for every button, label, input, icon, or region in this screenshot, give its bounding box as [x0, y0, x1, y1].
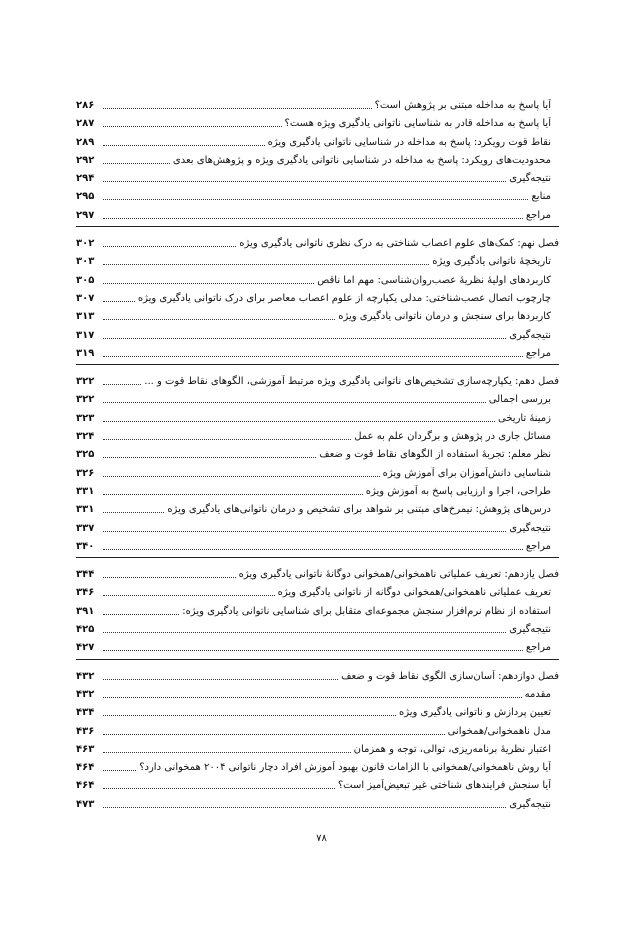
toc-entry-title: کاربردها برای سنجش و درمان ناتوانی یادگیری ویژه: [338, 311, 551, 323]
toc-entry-title: نتیجه‌گیری: [509, 173, 551, 185]
toc-entry-title: نتیجه‌گیری: [509, 329, 551, 341]
page-number: ۷۸: [316, 833, 327, 844]
toc-page-number: ۳۲۴: [76, 431, 95, 443]
dot-leader: [103, 631, 506, 633]
toc-entry-title: تاریخچهٔ ناتوانی یادگیری ویژه: [432, 256, 551, 268]
toc-entry[interactable]: [76, 583, 559, 601]
toc-entry-title: کاربردهای اولیهٔ نظریهٔ عصب‌روان‌شناسی: مهم اما ناقص: [317, 274, 551, 286]
toc-entry-title: مراجع: [525, 347, 551, 359]
toc-group: [76, 226, 559, 362]
dot-leader: [103, 383, 141, 385]
dot-leader: [103, 263, 429, 265]
toc-entry-title: آیا پاسخ به مداخله قادر به شناسایی ناتوانی یادگیری ویژه هست؟: [284, 118, 551, 130]
toc-page-number: ۳۰۵: [76, 274, 95, 286]
dot-leader: [103, 696, 522, 698]
toc-entry-title: بررسی اجمالی: [488, 394, 551, 406]
dot-leader: [103, 806, 506, 808]
toc-entry[interactable]: [76, 96, 559, 114]
dot-leader: [103, 337, 506, 339]
dot-leader: [103, 245, 236, 247]
dot-leader: [103, 125, 282, 127]
toc-entry-title: نتیجه‌گیری: [509, 798, 551, 810]
toc-page-number: ۴۶۴: [76, 762, 95, 774]
dot-leader: [103, 769, 136, 771]
toc-entry[interactable]: [76, 289, 559, 307]
toc-page-number: ۳۲۲: [76, 394, 95, 406]
toc-entry[interactable]: [76, 620, 559, 638]
toc-page-number: ۴۶۳: [76, 743, 95, 755]
toc-entry-title: منابع: [531, 191, 551, 203]
toc-page-number: ۳۹۱: [76, 605, 95, 617]
toc-page-number: ۲۸۶: [76, 100, 95, 111]
toc-page-number: ۲۸۷: [76, 118, 95, 130]
section-divider: [76, 659, 559, 667]
toc-entry[interactable]: [76, 252, 559, 270]
toc-page-number: ۴۳۶: [76, 725, 95, 737]
toc-page-number: ۴۳۲: [76, 670, 95, 682]
toc-entry[interactable]: [76, 307, 559, 325]
toc-entry[interactable]: [76, 409, 559, 427]
toc-entry-title: فصل یازدهم: تعریف عملیاتی ناهمخوانی/همخوانی دوگانهٔ ناتوانی یادگیری ویژه: [238, 569, 559, 581]
toc-chapter-heading[interactable]: [76, 565, 559, 583]
dot-leader: [103, 594, 275, 596]
toc-entry[interactable]: [76, 740, 559, 758]
toc-entry[interactable]: [76, 519, 559, 537]
toc-entry-title: مسائل جاری در پژوهش و برگردان علم به عمل: [354, 431, 551, 443]
toc-entry-title: مراجع: [525, 209, 551, 221]
toc-entry-title: فصل دهم: یکپارچه‌سازی تشخیص‌های ناتوانی یادگیری ویژه مرتبط آموزشی، الگوهای نقاط قوت و ...: [144, 376, 559, 388]
toc-entry[interactable]: [76, 151, 559, 169]
toc-entry[interactable]: [76, 271, 559, 289]
dot-leader: [103, 649, 523, 651]
toc-entry-title: اعتبار نظریهٔ برنامه‌ریزی، توالی، توجه و همزمان: [353, 743, 551, 755]
toc-entry[interactable]: [76, 795, 559, 813]
toc-page-number: ۳۱۷: [76, 329, 95, 341]
toc-entry[interactable]: [76, 206, 559, 224]
toc-entry[interactable]: [76, 722, 559, 740]
toc-entry[interactable]: [76, 390, 559, 408]
dot-leader: [103, 548, 523, 550]
toc-entry-title: چارچوب اتصال عصب‌شناختی: مدلی یکپارچه از علوم اعصاب معاصر برای درک ناتوانی یادگیری ویژه: [137, 292, 551, 304]
toc-entry[interactable]: [76, 685, 559, 703]
toc-entry[interactable]: [76, 482, 559, 500]
toc-page-number: ۴۳۴: [76, 707, 95, 719]
toc-page-number: ۳۲۶: [76, 467, 95, 479]
toc-entry-title: تعیین پردازش و ناتوانی یادگیری ویژه: [399, 707, 551, 719]
toc-page-number: ۳۲۳: [76, 412, 95, 424]
dot-leader: [103, 300, 135, 302]
dot-leader: [103, 420, 495, 422]
dot-leader: [103, 787, 335, 789]
toc-page-number: ۳۱۳: [76, 311, 95, 323]
toc-page-number: ۳۳۱: [76, 485, 95, 497]
toc-entry-title: مدل ناهمخوانی/همخوانی: [447, 725, 551, 737]
toc-entry[interactable]: [76, 427, 559, 445]
dot-leader: [103, 733, 445, 735]
toc-entry-title: استفاده از نظام نرم‌افزار سنجش مجموعه‌ای متقابل برای شناسایی ناتوانی یادگیری ویژه:: [182, 605, 551, 617]
dot-leader: [103, 493, 363, 495]
toc-entry-title: شناسایی دانش‌آموزان برای آموزش ویژه: [382, 467, 551, 479]
toc-entry-title: تعریف عملیاتی ناهمخوانی/همخوانی دوگانه از ناتوانی یادگیری ویژه: [277, 587, 551, 599]
toc-entry-title: درس‌های پژوهش: نیمرخ‌های مبتنی بر شواهد برای تشخیص و درمان ناتوانی‌های یادگیری ویژه: [167, 504, 551, 516]
toc-page-number: ۲۹۲: [76, 154, 95, 166]
toc-page-number: ۳۴۴: [76, 569, 95, 581]
toc-page-number: ۳۱۹: [76, 347, 95, 359]
toc-entry[interactable]: [76, 537, 559, 555]
dot-leader: [103, 282, 314, 284]
toc-group: [76, 659, 559, 813]
toc-page-number: ۲۸۹: [76, 136, 95, 148]
toc-chapter-heading[interactable]: [76, 372, 559, 390]
toc-entry[interactable]: [76, 703, 559, 721]
dot-leader: [103, 401, 486, 403]
toc-page-number: ۳۲۲: [76, 376, 95, 388]
toc-page-number: ۳۰۷: [76, 292, 95, 304]
toc-page-number: ۴۳۲: [76, 688, 95, 700]
toc-entry-title: فصل نهم: کمک‌های علوم اعصاب شناختی به درک نظری ناتوانی یادگیری ویژه: [239, 238, 559, 250]
section-divider: [76, 226, 559, 234]
toc-page-number: ۳۰۳: [76, 256, 95, 268]
toc-entry[interactable]: [76, 344, 559, 362]
dot-leader: [103, 180, 506, 182]
dot-leader: [103, 714, 396, 716]
toc-entry-title: مراجع: [525, 540, 551, 552]
toc-entry[interactable]: [76, 500, 559, 518]
toc-page-number: ۲۹۵: [76, 191, 95, 203]
toc-entry[interactable]: [76, 464, 559, 482]
toc-entry-title: نظر معلم: تجربهٔ استفاده از الگوهای نقاط قوت و ضعف: [319, 449, 551, 461]
toc-entry-title: مراجع: [525, 642, 551, 654]
toc-group: [76, 364, 559, 555]
dot-leader: [103, 355, 523, 357]
dot-leader: [103, 576, 236, 578]
toc-entry-title: آیا روش ناهمخوانی/همخوانی با الزامات قانون بهبود آموزش افراد دچار ناتوانی ۲۰۰۴ همخوانی دارد؟: [139, 762, 551, 774]
toc-entry[interactable]: [76, 602, 559, 620]
dot-leader: [103, 613, 179, 615]
toc-chapter-heading[interactable]: [76, 234, 559, 252]
toc-entry-title: نتیجه‌گیری: [509, 624, 551, 636]
toc-page-number: ۳۴۰: [76, 540, 95, 552]
toc-entry[interactable]: [76, 638, 559, 656]
dot-leader: [103, 217, 523, 219]
toc-group: [76, 557, 559, 656]
section-divider: [76, 364, 559, 372]
dot-leader: [103, 438, 351, 440]
toc-page-number: ۴۲۷: [76, 642, 95, 654]
toc-page-number: ۳۲۵: [76, 449, 95, 461]
toc-group: [76, 96, 559, 224]
toc-page-number: ۴۶۴: [76, 780, 95, 792]
toc-entry-title: زمینهٔ تاریخی: [498, 412, 551, 424]
toc-page-number: ۲۹۷: [76, 209, 95, 221]
toc-entry-title: مقدمه: [524, 688, 551, 700]
toc-entry-title: طراحی، اجرا و ارزیابی پاسخ به آموزش ویژه: [365, 485, 551, 497]
dot-leader: [103, 456, 316, 458]
toc-entry[interactable]: [76, 114, 559, 132]
toc-page-number: ۳۴۶: [76, 587, 95, 599]
toc-entry-title: آیا پاسخ به مداخله مبتنی بر پژوهش است؟: [374, 100, 551, 111]
toc-page-number: ۳۰۲: [76, 238, 95, 250]
toc-page-number: ۴۷۳: [76, 798, 95, 810]
dot-leader: [103, 198, 528, 200]
toc-chapter-heading[interactable]: [76, 667, 559, 685]
dot-leader: [103, 318, 335, 320]
toc-entry[interactable]: [76, 133, 559, 151]
toc-entry-title: محدودیت‌های رویکرد: پاسخ به مداخله در شناسایی ناتوانی یادگیری ویژه و پژوهش‌های بعدی: [172, 154, 551, 166]
dot-leader: [103, 162, 170, 164]
dot-leader: [103, 107, 372, 109]
toc-page-number: ۳۳۱: [76, 504, 95, 516]
toc-entry-title: نتیجه‌گیری: [509, 522, 551, 534]
dot-leader: [103, 511, 164, 513]
toc-page-number: ۴۲۵: [76, 624, 95, 636]
dot-leader: [103, 144, 265, 146]
toc-page-number: ۳۳۷: [76, 522, 95, 534]
dot-leader: [103, 678, 338, 680]
dot-leader: [103, 530, 506, 532]
toc-entry-title: نقاط قوت رویکرد: پاسخ به مداخله در شناسایی ناتوانی یادگیری ویژه: [267, 136, 551, 148]
toc-entry[interactable]: [76, 445, 559, 463]
toc-entry-title: آیا سنجش فرایندهای شناختی غیر تبعیض‌آمیز است؟: [337, 780, 551, 792]
toc-page-number: ۲۹۴: [76, 173, 95, 185]
section-divider: [76, 557, 559, 565]
toc-entry[interactable]: [76, 169, 559, 187]
toc-entry[interactable]: [76, 758, 559, 776]
dot-leader: [103, 475, 380, 477]
toc-entry[interactable]: [76, 187, 559, 205]
toc-entry[interactable]: [76, 326, 559, 344]
dot-leader: [103, 751, 351, 753]
table-of-contents: [76, 96, 559, 813]
toc-entry[interactable]: [76, 776, 559, 794]
toc-entry-title: فصل دوازدهم: آسان‌سازی الگوی نقاط قوت و ضعف: [341, 670, 559, 682]
